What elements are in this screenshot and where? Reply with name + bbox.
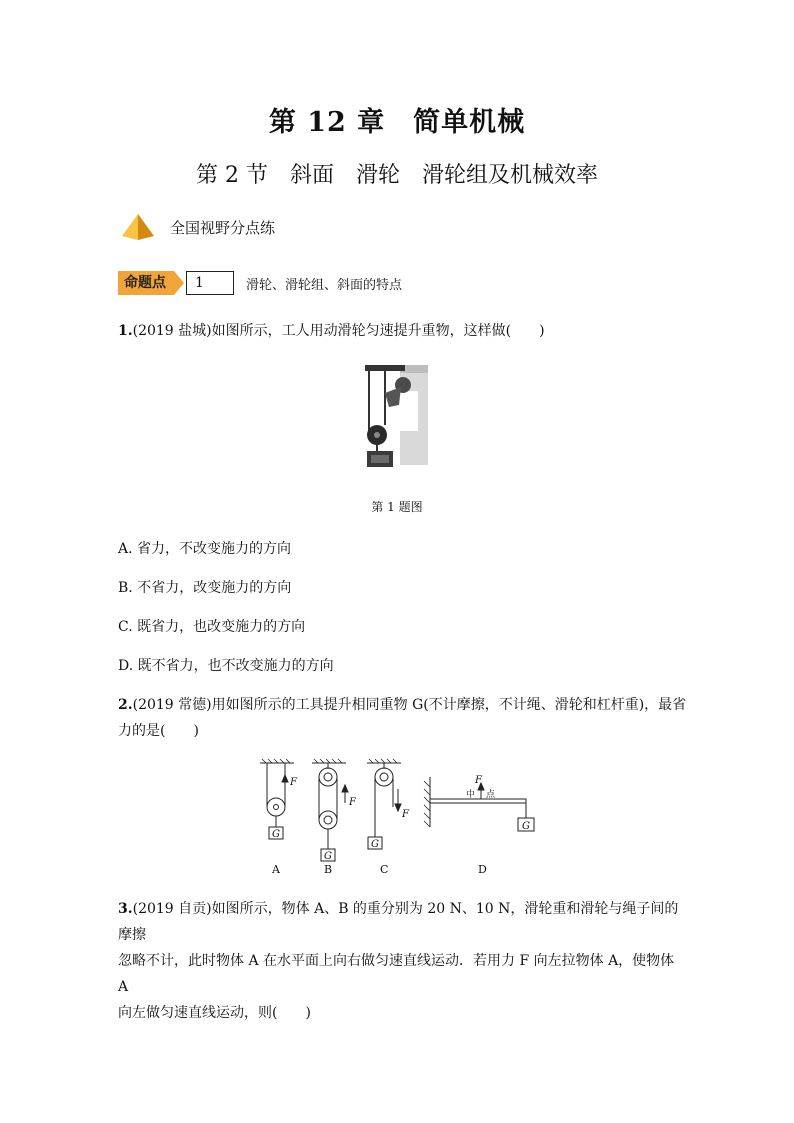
topic-text: 滑轮、滑轮组、斜面的特点	[246, 277, 403, 293]
figure-1-caption: 第 1 题图	[371, 500, 423, 514]
question-number: 1.	[118, 323, 133, 339]
topic-number: 1	[186, 271, 234, 295]
label-g-b: G	[324, 851, 332, 862]
label-a: A	[272, 863, 280, 876]
label-g-d: G	[522, 821, 530, 832]
label-f-d: F	[475, 775, 482, 786]
question-text-line2: 力的是( )	[118, 723, 199, 739]
label-d: D	[478, 863, 487, 876]
question-number: 3.	[118, 901, 133, 917]
label-f-a: F	[290, 777, 297, 788]
question-1	[118, 318, 688, 344]
question-text: (2019 盐城)如图所示，工人用动滑轮匀速提升重物，这样做( )	[132, 323, 545, 339]
option-c[interactable]: C. 既省力，也改变施力的方向	[118, 619, 306, 635]
option-b[interactable]: B. 不省力，改变施力的方向	[118, 580, 292, 596]
topic-tag	[118, 271, 402, 295]
figure-2-machines	[252, 755, 552, 880]
label-b: B	[324, 863, 333, 876]
chapter-title: 第 12 章 简单机械	[268, 107, 526, 138]
option-a[interactable]: A. 省力，不改变施力的方向	[118, 541, 292, 557]
label-mid: 中	[466, 790, 476, 800]
label-f-b: F	[349, 797, 356, 808]
label-f-c: F	[402, 809, 409, 820]
section-banner	[120, 210, 275, 244]
label-point: 点	[486, 790, 496, 800]
label-g-a: G	[272, 829, 280, 840]
section-title: 第 2 节 斜面 滑轮 滑轮组及机械效率	[196, 163, 598, 188]
label-c: C	[380, 863, 389, 876]
question-3	[118, 896, 688, 1026]
pyramid-icon	[120, 212, 156, 242]
question-number: 2.	[118, 697, 133, 713]
question-2	[118, 692, 688, 744]
question-text-line2: 忽略不计，此时物体 A 在水平面上向右做匀速直线运动．若用力 F 向左拉物体 A，使物体 A	[118, 953, 675, 995]
banner-label: 全国视野分点练	[170, 218, 276, 237]
option-d[interactable]: D. 既不省力，也不改变施力的方向	[118, 658, 334, 674]
topic-badge: 命题点	[118, 271, 174, 295]
figure-1-pulley-photo	[355, 363, 433, 473]
question-text-line1: (2019 常德)用如图所示的工具提升相同重物 G(不计摩擦，不计绳、滑轮和杠杆重)，最省	[132, 697, 687, 713]
question-text-line3: 向左做匀速直线运动，则( )	[118, 1005, 311, 1021]
label-g-c: G	[371, 839, 379, 850]
question-text-line1: (2019 自贡)如图所示，物体 A、B 的重分别为 20 N、10 N，滑轮重和滑轮与绳子间的摩擦	[118, 901, 679, 943]
